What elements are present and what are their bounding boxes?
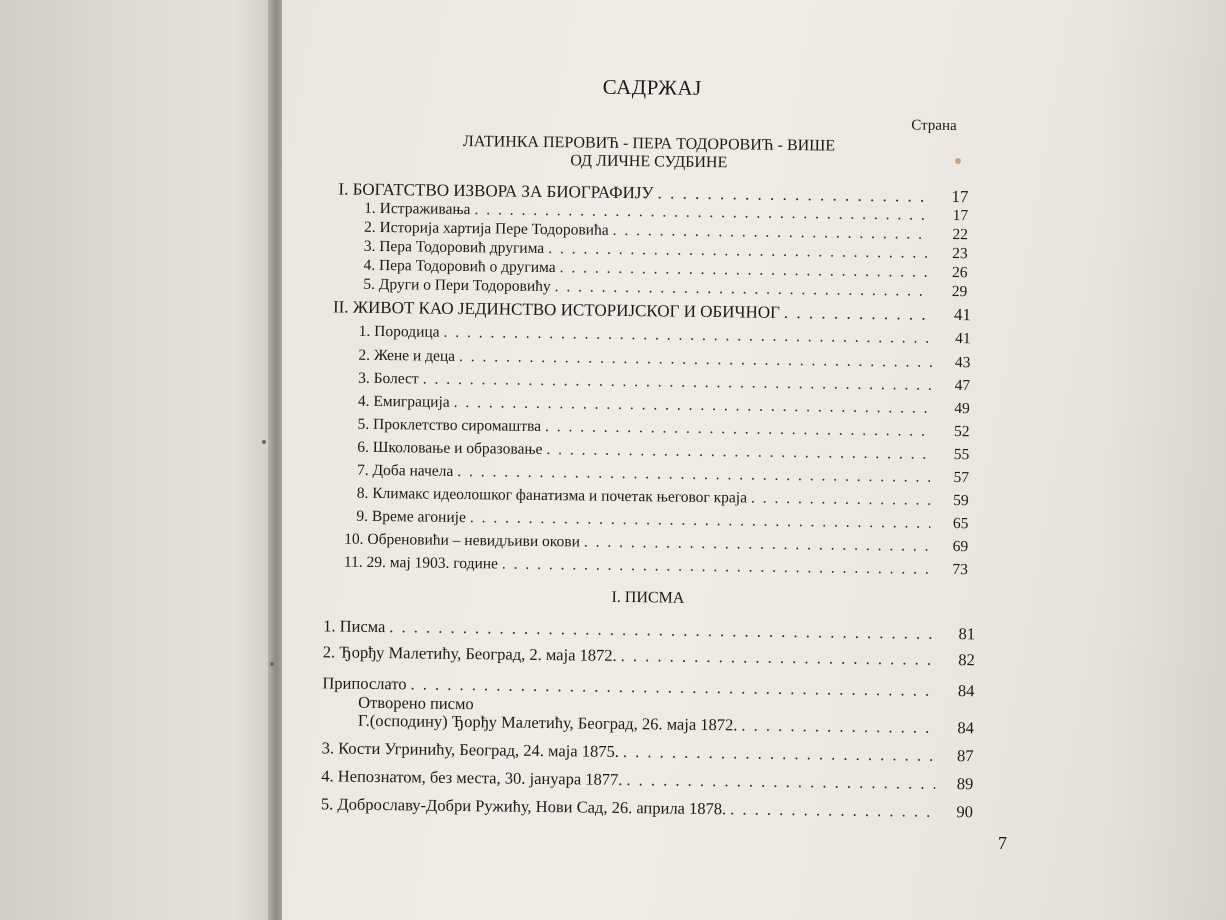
entry-label: 3. Кости Угринићу, Београд, 24. маја 1875. [321,738,620,761]
entry-label: II. ЖИВОТ КАО ЈЕДИНСТВО ИСТОРИЈСКОГ И ОБИЧНОГ [332,297,781,322]
entry-label: 6. Школовање и образовање [357,438,543,458]
subtitle-line: ЛАТИНКА ПЕРОВИЋ - ПЕРА ТОДОРОВИЋ - ВИШЕ [462,132,836,155]
page-number: 7 [998,833,1007,853]
entry-label: 1. Писма [323,616,386,637]
entry-page: 49 [954,400,970,418]
entry-page: 90 [956,802,974,822]
entry-page: 84 [957,681,975,701]
entry-page: 73 [952,561,968,579]
entry-label: 5. Проклетство сиромаштва [357,415,542,435]
entry-page: 29 [951,282,968,301]
entry-page: 59 [953,492,969,510]
entry-page: 89 [956,774,974,794]
entry-label: 3. Пера Тодоровић другима [363,237,545,257]
page-column-label: Страна [911,117,957,135]
entry-page: 26 [951,263,968,282]
entry-page: 55 [953,446,970,464]
entry-page: 43 [954,354,971,372]
entry-label: 4. Пера Тодоровић о другима [363,256,556,277]
entry-label: 4. Непознатом, без места, 30. јануара 1877. [321,766,623,789]
leader-dots [730,800,935,821]
entry-page: 41 [953,305,972,325]
entry-page: 57 [953,469,970,487]
entry-page: 82 [958,650,975,670]
page-shadow [1106,0,1226,920]
entry-page: 65 [952,515,969,533]
binding-mark [270,662,274,666]
toc-title: САДРЖАЈ [602,74,702,100]
binding-mark [262,440,266,444]
entry-label: 1. Истраживања [364,199,471,219]
entry-label: 11. 29. мај 1903. године [343,553,499,573]
entry-label: 2. Историја хартија Пере Тодоровића [363,218,609,239]
entry-page: 69 [952,538,969,556]
entry-page: 22 [952,225,969,244]
leader-dots [626,771,935,793]
entry-page: 84 [957,718,975,738]
subtitle-line: ОД ЛИЧНЕ СУДБИНЕ [570,152,728,172]
entry-label: 9. Време агоније [356,507,466,527]
entry-label: 10. Обреновићи – невидљиви окови [344,530,581,551]
entry-label: Припослато [322,673,407,694]
entry-label: 3. Болест [358,369,419,388]
entry-page: 87 [956,746,974,766]
entry-page: 23 [952,244,968,263]
entry-label: 2. Ђорђу Малетићу, Београд, 2. маја 1872. [322,642,617,665]
entry-label: 5. Други о Пери Тодоровићу [363,275,551,296]
entry-page: 81 [958,624,976,644]
entry-label: 1. Породица [358,322,440,341]
entry-label: 4. Емиграција [357,392,450,411]
leader-dots [751,490,931,509]
leader-dots [623,743,936,765]
entry-label: Отворено писмо [358,692,474,714]
entry-page: 17 [951,186,969,207]
letters-heading: I. ПИСМА [611,588,685,607]
entry-label: 2. Жене и деца [358,346,456,365]
entry-label: 8. Климакс идеолошког фанатизма и почетак његовог краја [356,484,748,507]
toc-subtitle [419,132,879,173]
leader-dots [784,304,933,325]
entry-label: I. БОГАТСТВО ИЗВОРА ЗА БИОГРАФИЈУ [338,179,654,203]
entry-page: 17 [952,206,969,225]
paper-spot [955,158,961,164]
entry-page: 47 [954,377,971,395]
entry-label: 5. Доброславу-Добри Ружићу, Нови Сад, 26. априла 1878. [320,794,727,819]
entry-label: 7. Доба начела [356,461,454,480]
entry-page: 41 [955,330,971,348]
entry-label: Г.(осподину) Ђорђу Малетићу, Београд, 26. маја 1872. [357,710,738,735]
leader-dots [621,647,937,669]
entry-page: 52 [953,423,970,441]
left-page [0,0,276,920]
leader-dots [741,716,936,737]
